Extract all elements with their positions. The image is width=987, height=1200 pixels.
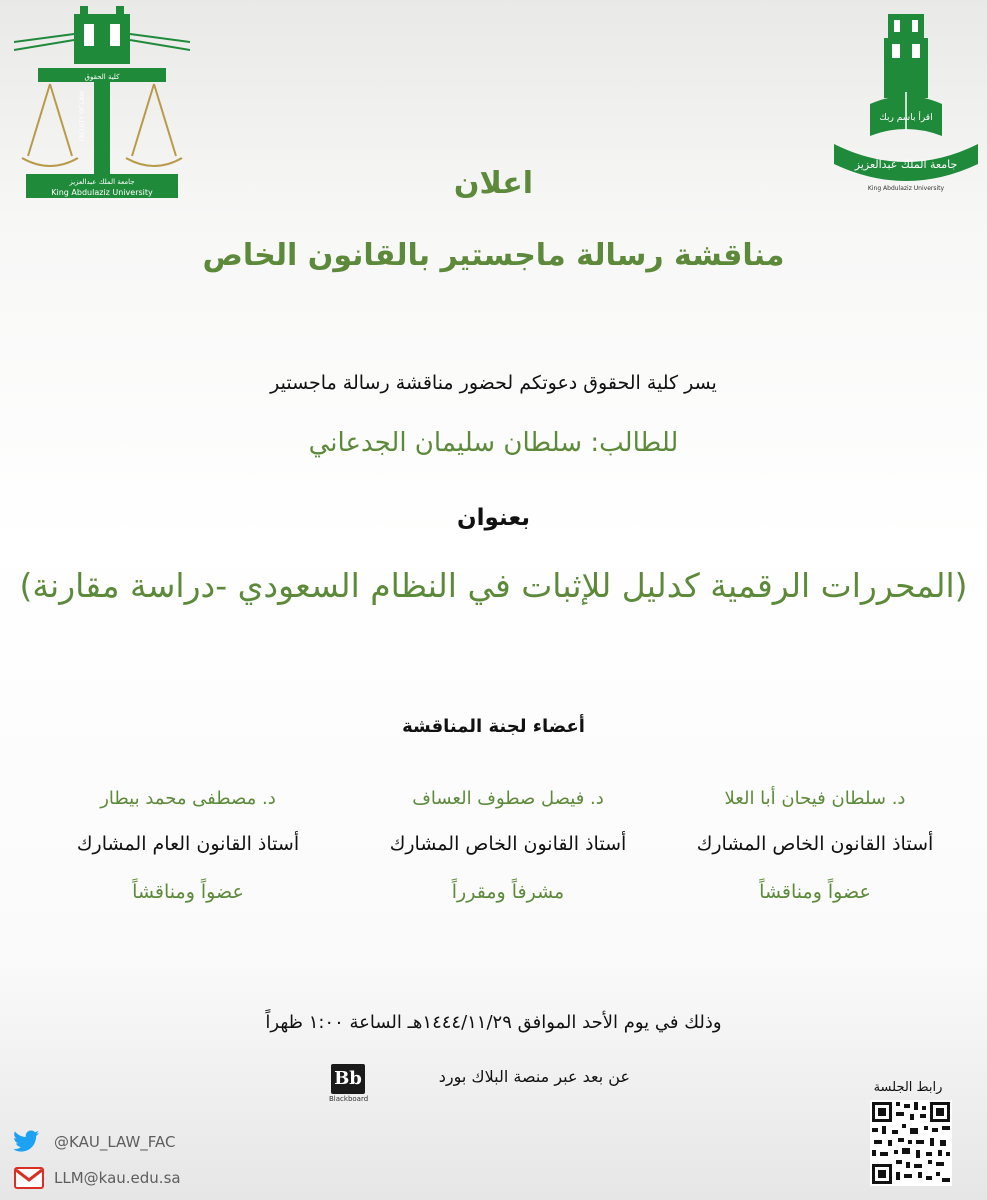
session-qr-code[interactable] (870, 1100, 952, 1186)
platform-text: عن بعد عبر منصة البلاك بورد (438, 1067, 630, 1086)
motto-text: اقرأ باسم ربك (879, 113, 933, 123)
announcement-heading: اعلان (453, 166, 534, 201)
twitter-contact[interactable] (14, 1130, 176, 1154)
title-label: بعنوان (457, 505, 530, 531)
member-role: عضواً ومناقشاً (759, 881, 871, 903)
invitation-text: يسر كلية الحقوق دعوتكم لحضور مناقشة رسالة ماجستير (270, 372, 717, 394)
announcement-subject: مناقشة رسالة ماجستير بالقانون الخاص (202, 238, 785, 273)
logo-english-text: King Abdulaziz University (51, 188, 153, 197)
member-title: أستاذ القانون العام المشارك (76, 833, 300, 855)
member-name: د. سلطان فيحان أبا العلا (724, 788, 906, 809)
member-role: عضواً ومناقشاً (132, 881, 244, 903)
thesis-title: (المحررات الرقمية كدليل للإثبات في النظام السعودي -دراسة مقارنة) (19, 566, 968, 605)
email-address[interactable]: LLM@kau.edu.sa (54, 1169, 181, 1187)
committee-member (38, 788, 338, 903)
logo-arabic-text: جامعة الملك عبدالعزيز (69, 178, 135, 186)
university-english-text: King Abdulaziz University (867, 185, 945, 192)
member-name: د. مصطفى محمد بيطار (100, 788, 276, 809)
member-title: أستاذ القانون الخاص المشارك (389, 833, 627, 855)
session-link-label: رابط الجلسة (873, 1080, 943, 1095)
member-name: د. فيصل صطوف العساف (412, 788, 604, 809)
university-arabic-text: جامعة الملك عبدالعزيز (854, 158, 958, 171)
gmail-icon (14, 1166, 40, 1190)
twitter-icon (14, 1130, 40, 1154)
student-name: للطالب: سلطان سليمان الجدعاني (308, 428, 679, 458)
faculty-en-text: FACULTY OF LAW (79, 90, 86, 142)
committee-member (358, 788, 658, 903)
email-contact[interactable] (14, 1166, 181, 1190)
committee-member (665, 788, 965, 903)
member-role: مشرفاً ومقرراً (451, 881, 565, 903)
blackboard-icon: Bb Blackboard (329, 1064, 367, 1108)
session-date: وذلك في يوم الأحد الموافق ١٤٤٤/١١/٢٩هـ الساعة ١:٠٠ ظهراً (265, 1012, 722, 1033)
committee-heading: أعضاء لجنة المناقشة (402, 716, 585, 737)
member-title: أستاذ القانون الخاص المشارك (696, 833, 934, 855)
faculty-name-text: كلية الحقوق (84, 73, 120, 81)
twitter-handle[interactable]: @KAU_LAW_FAC (54, 1133, 176, 1151)
